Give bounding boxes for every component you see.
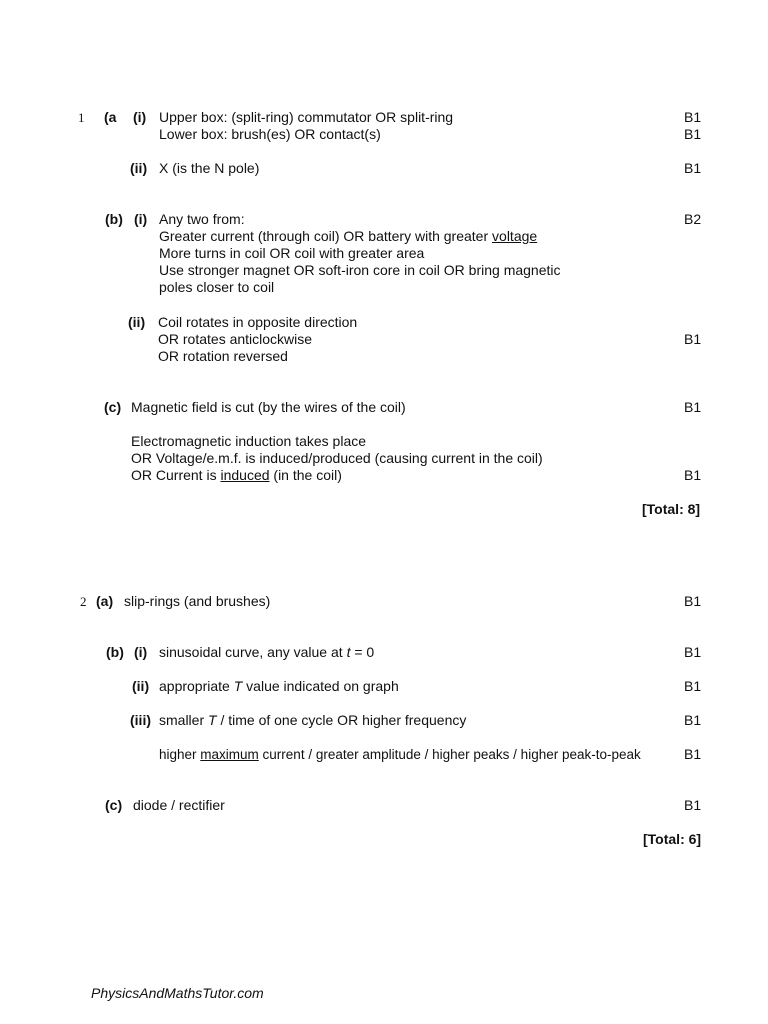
answer-line: OR rotates anticlockwise <box>158 331 313 347</box>
subpart-label: (ii) <box>128 314 146 330</box>
answer-line: diode / rectifier <box>133 797 225 813</box>
mark-allocation: B1 <box>684 467 702 483</box>
mark-allocation: B1 <box>684 644 702 660</box>
mark-allocation: B1 <box>684 797 702 813</box>
subpart-label: (i) <box>133 109 147 125</box>
question-number: 2 <box>80 594 87 609</box>
mark-allocation: B1 <box>684 109 702 125</box>
footer-source: PhysicsAndMathsTutor.com <box>91 985 264 1001</box>
answer-line <box>159 712 466 729</box>
mark-allocation: B1 <box>684 746 702 762</box>
mark-allocation: B1 <box>684 593 702 609</box>
answer-line <box>131 467 342 484</box>
subpart-label: (ii) <box>130 160 148 176</box>
question-number: 1 <box>78 110 85 125</box>
mark-allocation: B1 <box>684 678 702 694</box>
answer-text: Greater current (through coil) OR battery with greater <box>159 228 493 244</box>
answer-line: Upper box: (split-ring) commutator OR split-ring <box>159 109 454 125</box>
answer-line: Lower box: brush(es) OR contact(s) <box>159 126 381 142</box>
answer-line: OR rotation reversed <box>158 348 288 364</box>
answer-line: Coil rotates in opposite direction <box>158 314 358 330</box>
question-total: [Total: 6] <box>643 831 702 847</box>
answer-line: slip-rings (and brushes) <box>124 593 271 609</box>
variable: T <box>233 678 243 694</box>
answer-line <box>159 746 641 763</box>
answer-text: higher <box>159 747 201 762</box>
answer-line: Use stronger magnet OR soft-iron core in coil OR bring magnetic <box>159 262 561 278</box>
mark-allocation: B1 <box>684 712 702 728</box>
answer-line <box>159 644 374 661</box>
part-label: (a) <box>96 593 114 609</box>
answer-line: Electromagnetic induction takes place <box>131 433 367 449</box>
answer-line: poles closer to coil <box>159 279 275 295</box>
answer-text: current / greater amplitude / higher peaks / higher peak-to-peak <box>258 747 641 762</box>
answer-line: OR Voltage/e.m.f. is induced/produced (causing current in the coil) <box>131 450 543 466</box>
answer-text: (in the coil) <box>269 467 342 483</box>
answer-text: smaller <box>159 712 209 728</box>
answer-line: More turns in coil OR coil with greater area <box>159 245 425 261</box>
subpart-label: (iii) <box>130 712 151 728</box>
part-label: (b) <box>105 211 123 227</box>
answer-text: sinusoidal curve, any value at <box>159 644 347 660</box>
mark-allocation: B1 <box>684 399 702 415</box>
part-label: (b) <box>106 644 124 660</box>
subpart-label: (i) <box>134 211 148 227</box>
answer-line: Magnetic field is cut (by the wires of the coil) <box>131 399 406 415</box>
mark-allocation: B1 <box>684 160 702 176</box>
part-label: (c) <box>104 399 122 415</box>
mark-allocation: B1 <box>684 126 702 142</box>
answer-text: OR Current is <box>131 467 221 483</box>
answer-text: = 0 <box>350 644 375 660</box>
answer-line <box>159 228 537 245</box>
part-label: (a <box>104 109 117 125</box>
variable: T <box>208 712 217 728</box>
underlined-term: voltage <box>492 228 538 244</box>
question-total: [Total: 8] <box>642 501 701 517</box>
subpart-label: (ii) <box>132 678 150 694</box>
answer-text: appropriate <box>159 678 234 694</box>
underlined-term: maximum <box>200 747 259 762</box>
part-label: (c) <box>105 797 123 813</box>
answer-line: Any two from: <box>159 211 245 227</box>
subpart-label: (i) <box>134 644 148 660</box>
answer-line: X (is the N pole) <box>159 160 260 176</box>
answer-text: value indicated on graph <box>242 678 399 694</box>
answer-text: / time of one cycle OR higher frequency <box>216 712 467 728</box>
mark-allocation: B2 <box>684 211 702 227</box>
mark-allocation: B1 <box>684 331 702 347</box>
variable: t <box>346 644 351 660</box>
answer-line <box>159 678 399 695</box>
underlined-term: induced <box>220 467 270 483</box>
